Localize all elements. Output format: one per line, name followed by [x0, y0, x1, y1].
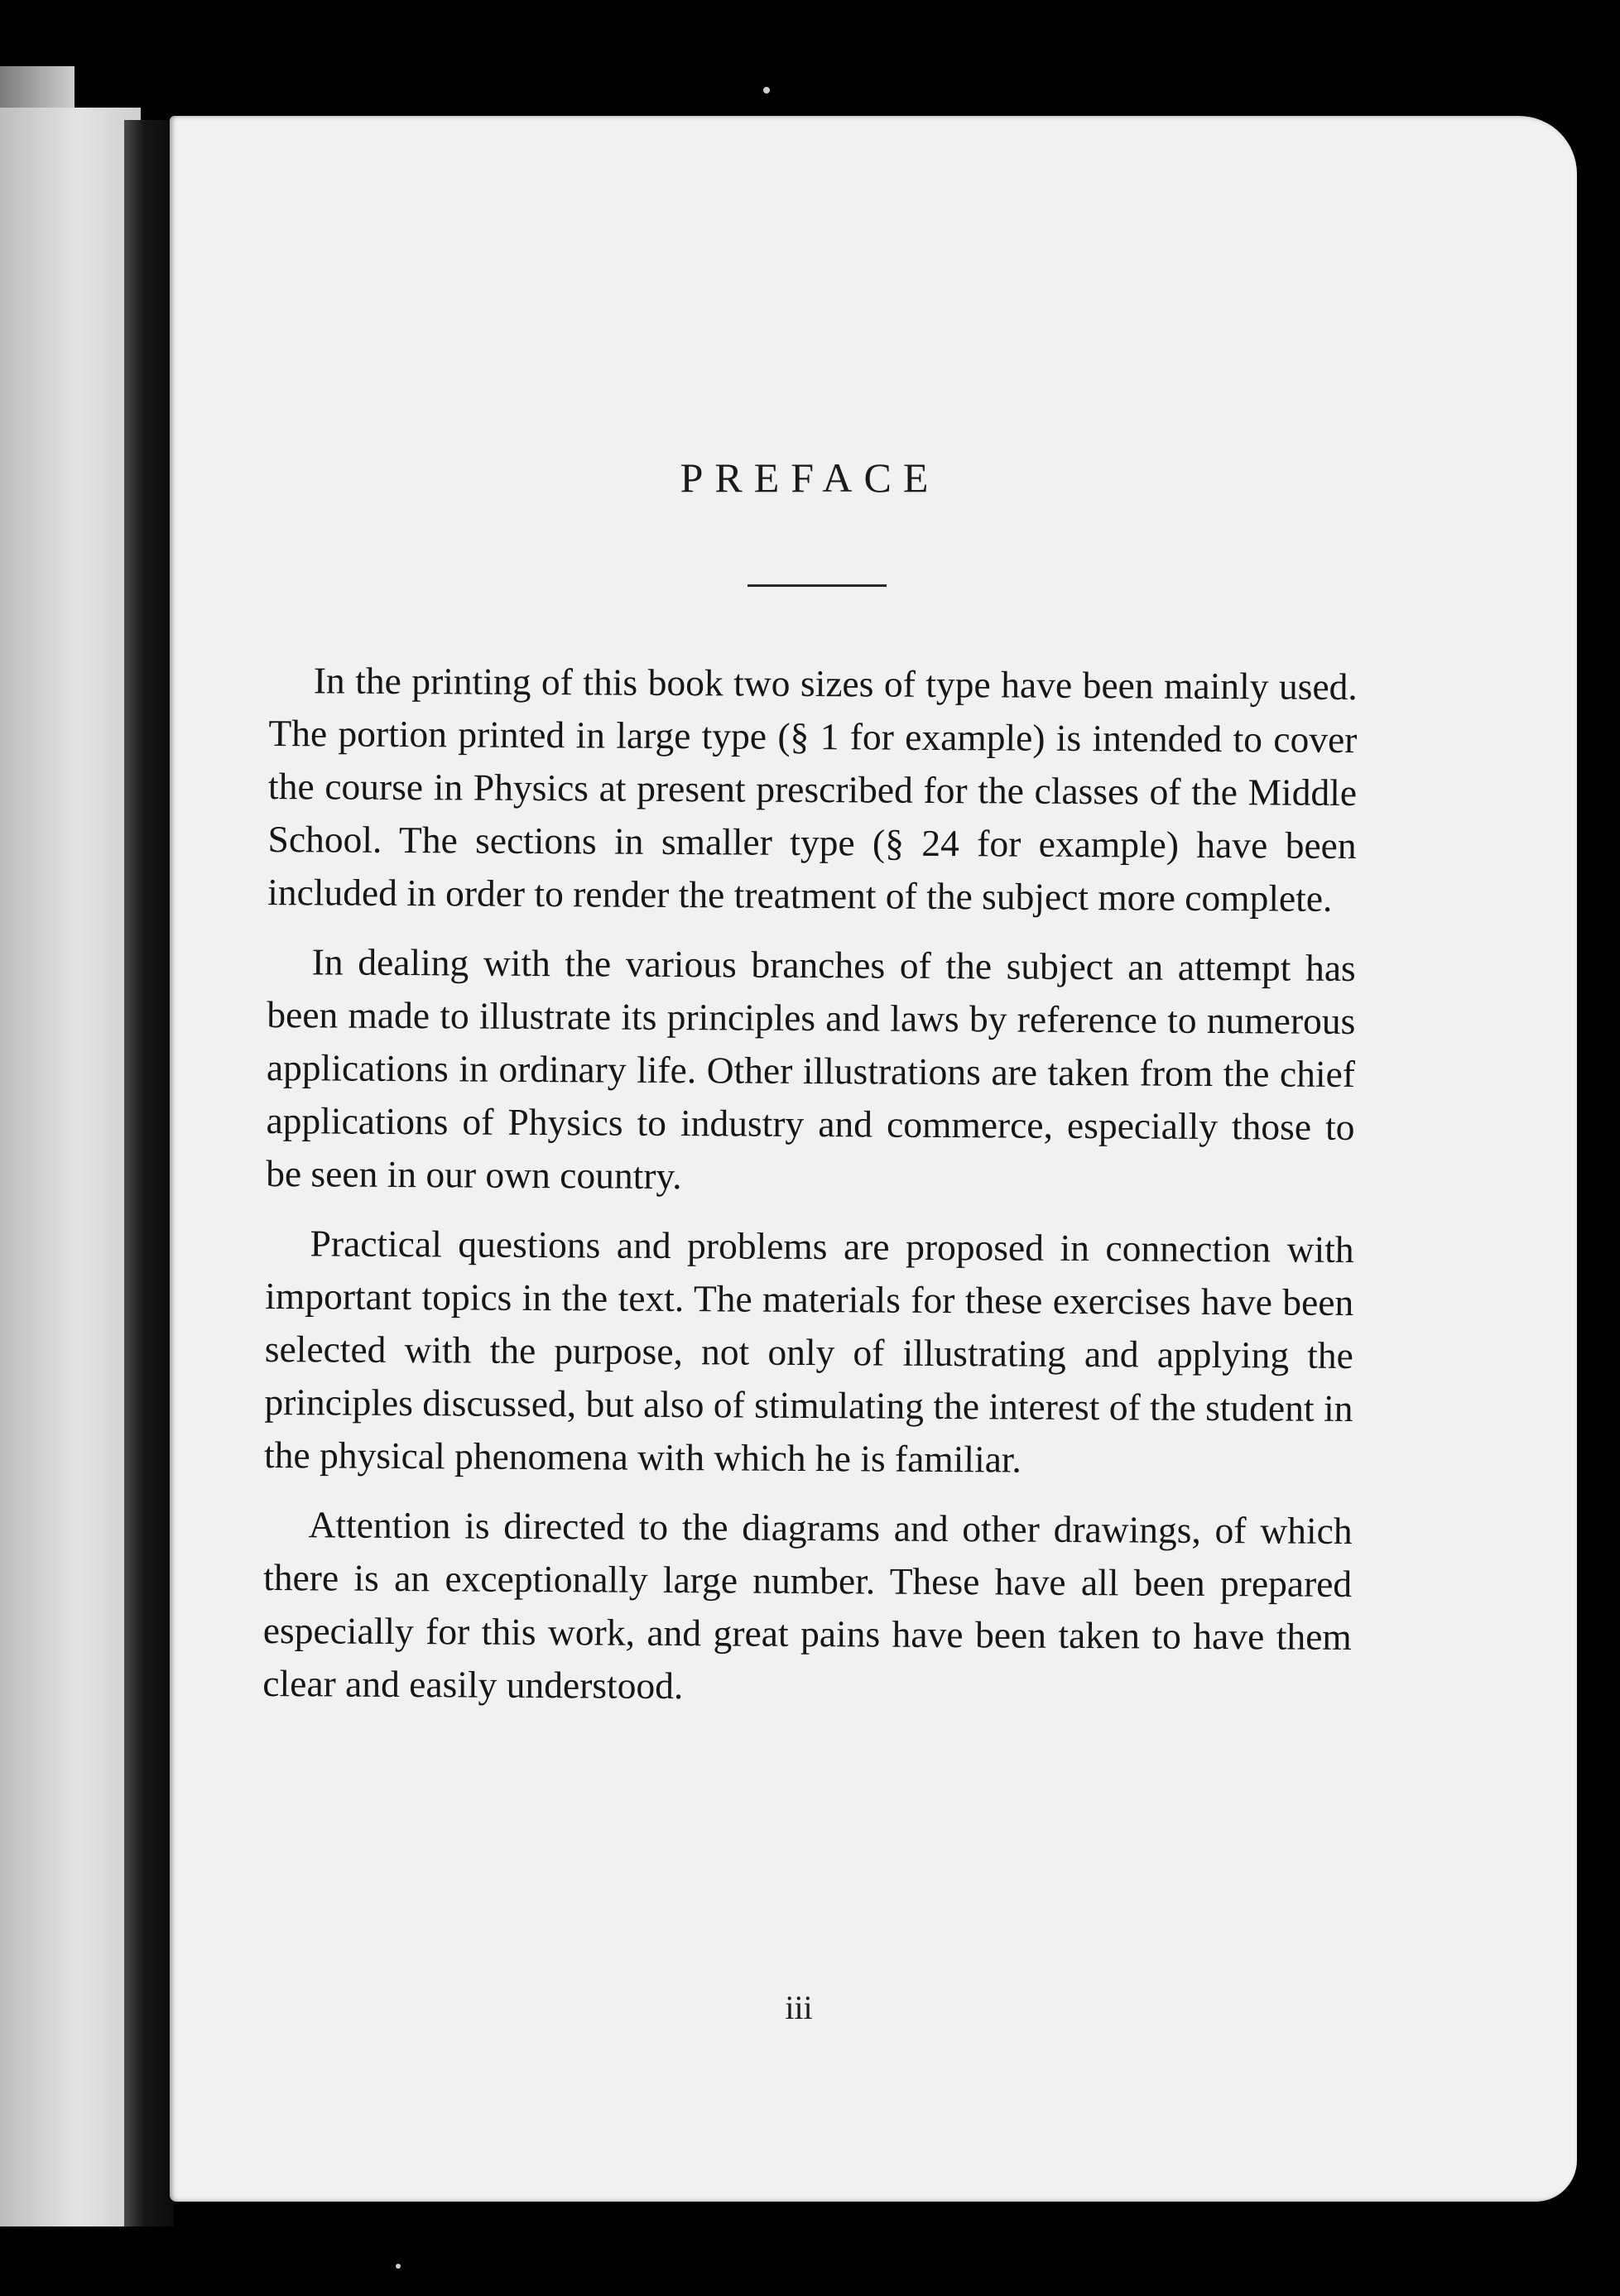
book-spine-shadow	[124, 120, 174, 2226]
page-number: iii	[785, 1989, 813, 2026]
left-page-edge	[0, 108, 141, 2226]
dust-speck	[396, 2264, 401, 2269]
paragraph: Attention is directed to the diagrams and other drawings, of which there is an exceptionally large number. These have all been prepared especially for this work, and great pains have been taken to have them clear and easily understood.	[262, 1503, 1353, 1708]
paragraph: In dealing with the various branches of the subject an attempt has been made to illustrate its principles and laws by reference to numerous applications in ordinary life. Other illustrations are taken from the chief applications of Physics to industry and commerce, especially those to be seen in our own country.	[266, 940, 1356, 1198]
preface-body	[262, 654, 1358, 1733]
paragraph: Practical questions and problems are proposed in connection with important topics in the text. The materials for these exercises have been selected with the purpose, not only of illustrating and applying the principles discussed, but also of stimulating the interest of the student in the physical phenomena with which he is familiar.	[263, 1222, 1354, 1481]
page-title: PREFACE	[680, 454, 940, 501]
paragraph: In the printing of this book two sizes of type have been mainly used. The portion printed in large type (§ 1 for example) is intended to cover the course in Physics at present prescribed for the classes of the Middle School. The sections in smaller type (§ 24 for example) have been included in order to render the treatment of the subject more complete.	[267, 659, 1358, 920]
dust-speck	[763, 87, 770, 94]
title-divider-rule	[748, 584, 887, 587]
